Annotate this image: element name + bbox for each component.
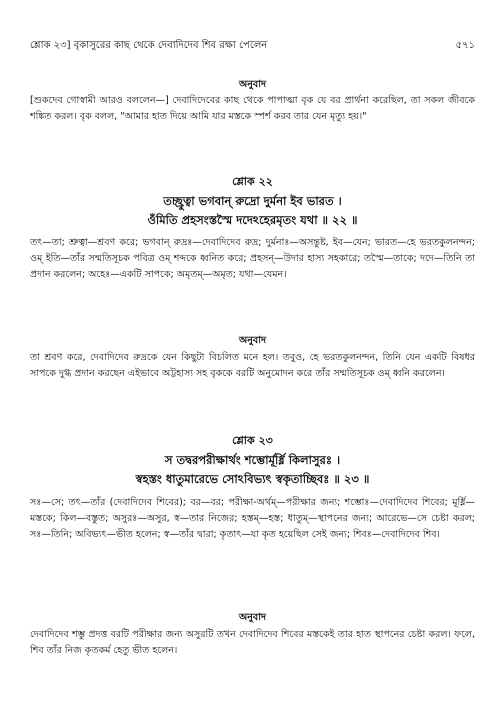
page-number: ৫৭১ (455, 40, 475, 51)
translation-heading-22: অনুবাদ (239, 335, 266, 346)
verse-23-translation: দেবাদিদেব শম্ভু প্রদত্ত বরটি পরীক্ষার জন্য অসুরটি তখন দেবাদিদেব শিবের মস্তকেই তার হাত স্থাপনের চেষ্টা করল। ফলে, শিব তাঁর নিজ কৃতকর্ম হেতু ভীত হলেন। (30, 629, 475, 656)
translation-heading-23: অনুবাদ (239, 612, 266, 623)
verse-22-line-1: তচ্ছ্রুত্বা ভগবান্ রুদ্রো দুর্মনা ইব ভারত । (163, 194, 342, 208)
verse-22-label: শ্লোক ২২ (232, 175, 273, 188)
verse-22-translation: তা শ্রবণ করে, দেবাদিদেব রুদ্রকে যেন কিছুটা বিচলিত মনে হল। তবুও, হে ভরতকুলনন্দন, তিনি যেন একটি বিষধর সাপকে দুগ্ধ প্রদান করছেন এইভাবে অট্টহাস্য সহ বৃককে বরটি অনুমোদন করে তাঁর সম্মতিসূচক ওম্ ধ্বনি করলেন। (30, 352, 475, 379)
verse-22-line-2: ওঁমিতি প্রহসংস্তস্মৈ দদেঽহেরমৃতং যথা ॥ ২২ ॥ (147, 213, 358, 227)
header-title: শ্লোক ২৩] বৃকাসুরের কাছ থেকে দেবাদিদেব শিব রক্ষা পেলেন (30, 40, 268, 51)
verse-23-label: শ্লোক ২৩ (232, 434, 273, 447)
verse-23-synonyms: সঃ—সে; তৎ—তাঁর (দেবাদিদেব শিবের); বর—বর; পরীক্ষা-অর্থম্—পরীক্ষার জন্য; শম্ভোঃ—দেবাদিদেব শিবের; মূর্ধ্নি—মস্তকে; কিল—বস্তুত; অসুরঃ—অসুর, স্ব—তার নিজের; হস্তম্—হস্ত; ধাতুম্—স্থাপনের জন্য; আরেভে—সে চেষ্টা করল; সঃ—তিনি; অবিভ্যৎ—ভীত হলেন; স্ব—তাঁর দ্বারা; কৃতাৎ—যা কৃত হয়েছিল সেই জন্য; শিবঃ—দেবাদিদেব শিব। (30, 497, 475, 540)
verse-23-line-2: স্বহস্তং ধাতুমারেভে সোঽবিভ্যৎ স্বকৃতাচ্ছিবঃ ॥ ২৩ ॥ (135, 472, 370, 486)
running-header (30, 38, 475, 54)
translation-heading-1: অনুবাদ (239, 79, 266, 90)
translation-paragraph-1: [শুকদেব গোস্বামী আরও বললেন—] দেবাদিদেবের কাছ থেকে পাপাত্মা বৃক যে বর প্রার্থনা করেছিল, তা সকল জীবকে শঙ্কিত করল। বৃক বলল, "আমার হাত দিয়ে আমি যার মস্তকে স্পর্শ করব তার যেন মৃত্যু হয়।" (30, 95, 475, 122)
verse-23-line-1: স তদ্বরপরীক্ষার্থং শম্ভোর্মূর্ধ্নি কিলাসুরঃ । (164, 453, 341, 467)
verse-22-synonyms: তৎ—তা; শ্রুত্বা—শ্রবণ করে; ভগবান্ রুদ্রঃ—দেবাদিদেব রুদ্র; দুর্মনাঃ—অসন্তুষ্ট, ইব—যেন; ভারত—হে ভরতকুলনন্দন; ওম্ ইতি—তাঁর সম্মতিসূচক পবিত্র ওম্ শব্দকে ধ্বনিত করে; প্রহসন্—উদার হাস্য সহকারে; তস্মৈ—তাকে; দদে—তিনি তা প্রদান করলেন; অহেঃ—একটি সাপকে; অমৃতম্—অমৃত; যথা—যেমন। (30, 237, 475, 280)
